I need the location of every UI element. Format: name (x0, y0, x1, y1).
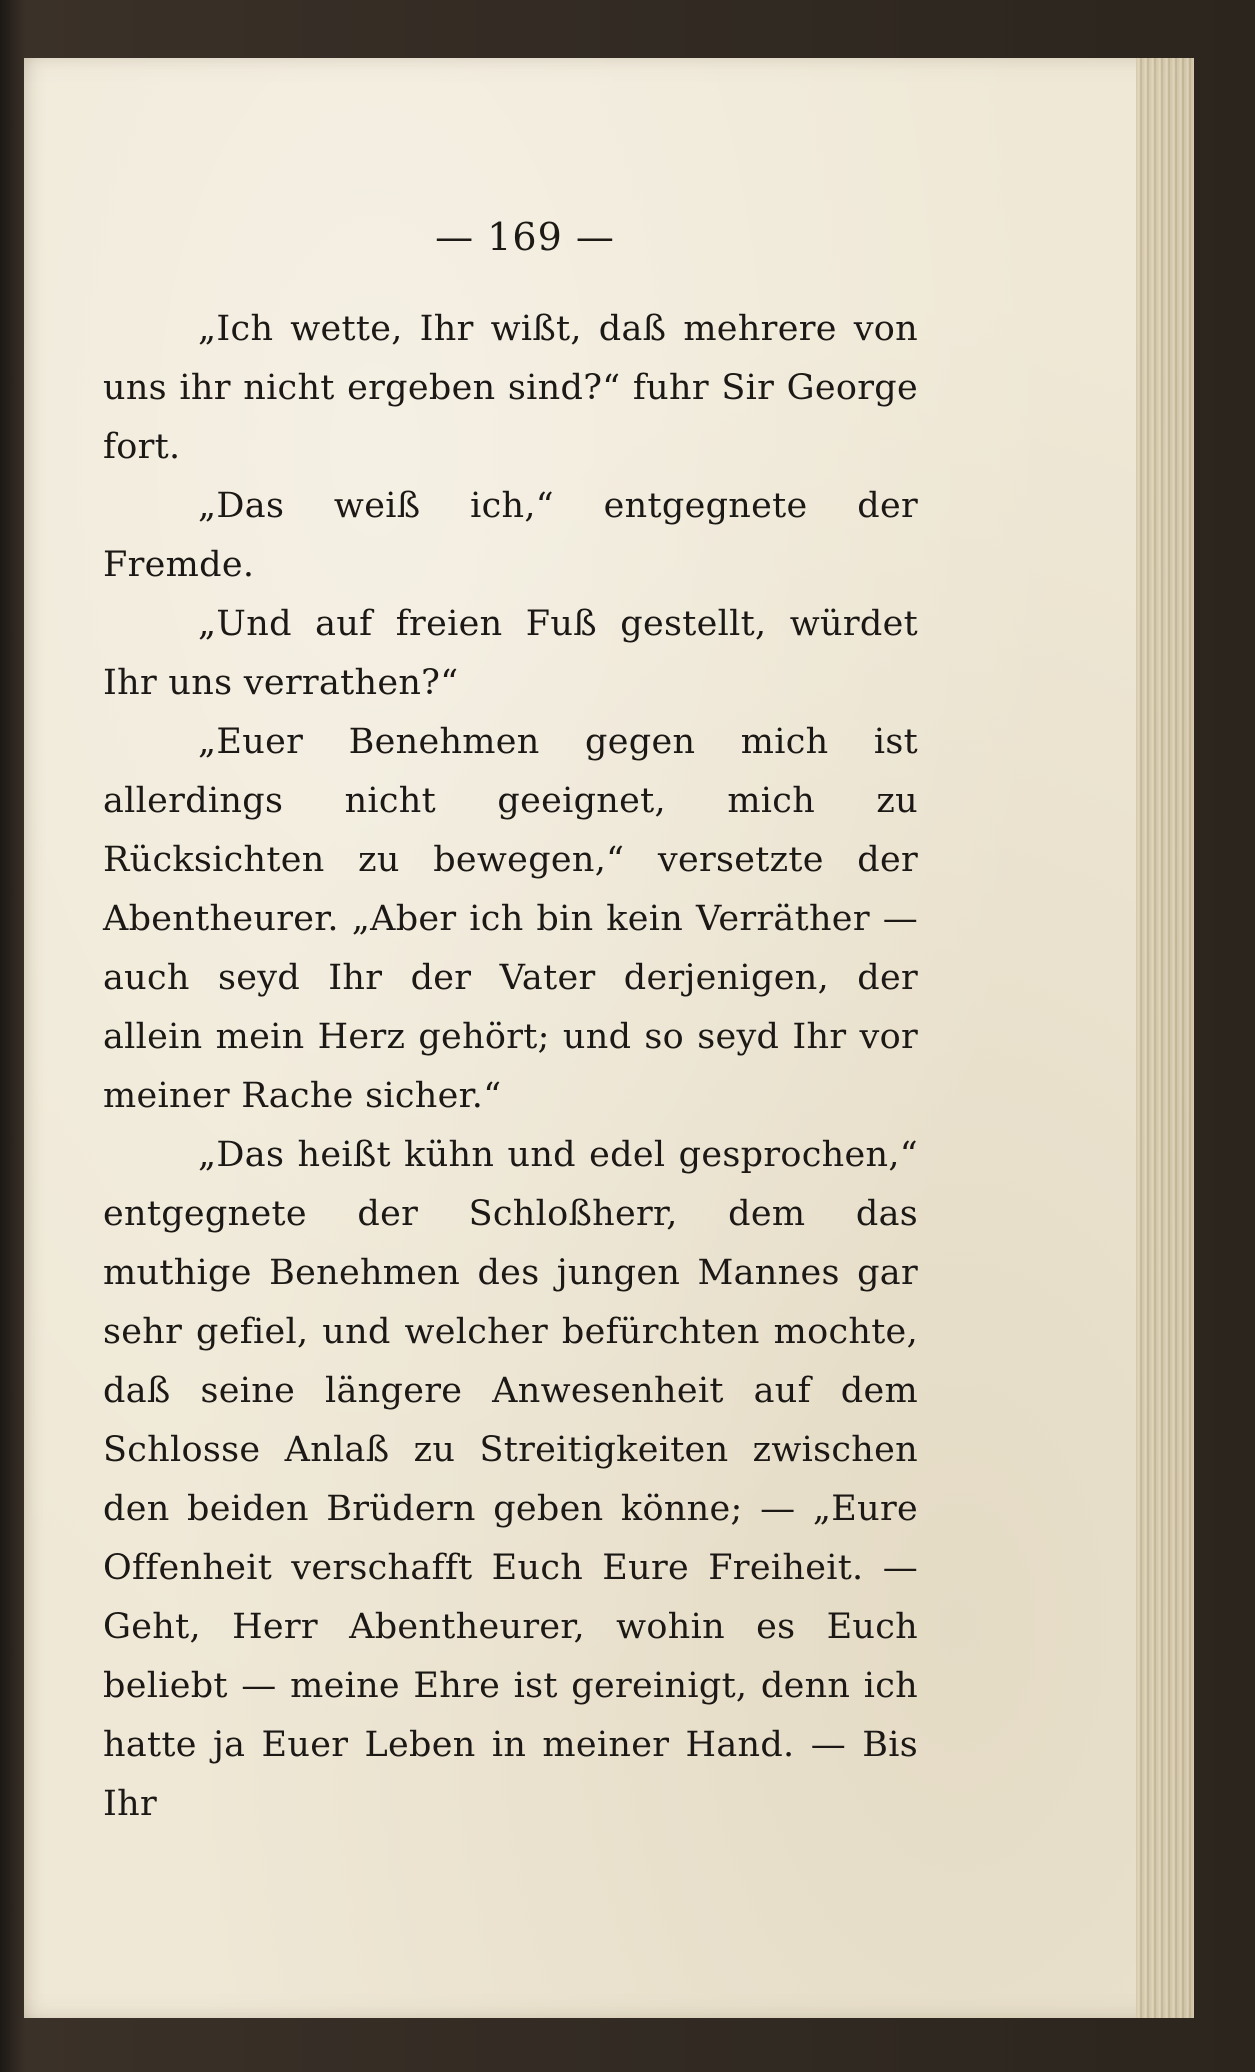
page-body (103, 300, 918, 1834)
paragraph: „Das weiß ich,“ entgegnete der Fremde. (103, 486, 918, 585)
paragraph: „Das heißt kühn und edel gesprochen,“ entgegnete der Schloßherr, dem das muthige Benehmen des jungen Mannes gar sehr gefiel, und welcher befürchten mochte, daß seine längere Anwesenheit auf dem Schlosse Anlaß zu Streitigkeiten zwischen den beiden Brüdern geben könne; — „Eure Offenheit verschafft Euch Eure Freiheit. — Geht, Herr Abentheurer, wohin es Euch beliebt — meine Ehre ist gereinigt, denn ich hatte ja Euer Leben in meiner Hand. — Bis Ihr (103, 1135, 918, 1824)
page-edges (1136, 58, 1194, 2018)
paragraph: „Ich wette, Ihr wißt, daß mehrere von uns ihr nicht ergeben sind?“ fuhr Sir George fort. (103, 309, 918, 467)
page-number: — 169 — (435, 215, 615, 259)
paragraph: „Und auf freien Fuß gestellt, würdet Ihr uns verrathen?“ (103, 604, 918, 703)
paragraph: „Euer Benehmen gegen mich ist allerdings nicht geeignet, mich zu Rücksichten zu bewegen,“ versetzte der Abentheurer. „Aber ich bin kein Verräther — auch seyd Ihr der Vater derjenigen, der allein mein Herz gehört; und so seyd Ihr vor meiner Rache sicher.“ (103, 722, 918, 1116)
